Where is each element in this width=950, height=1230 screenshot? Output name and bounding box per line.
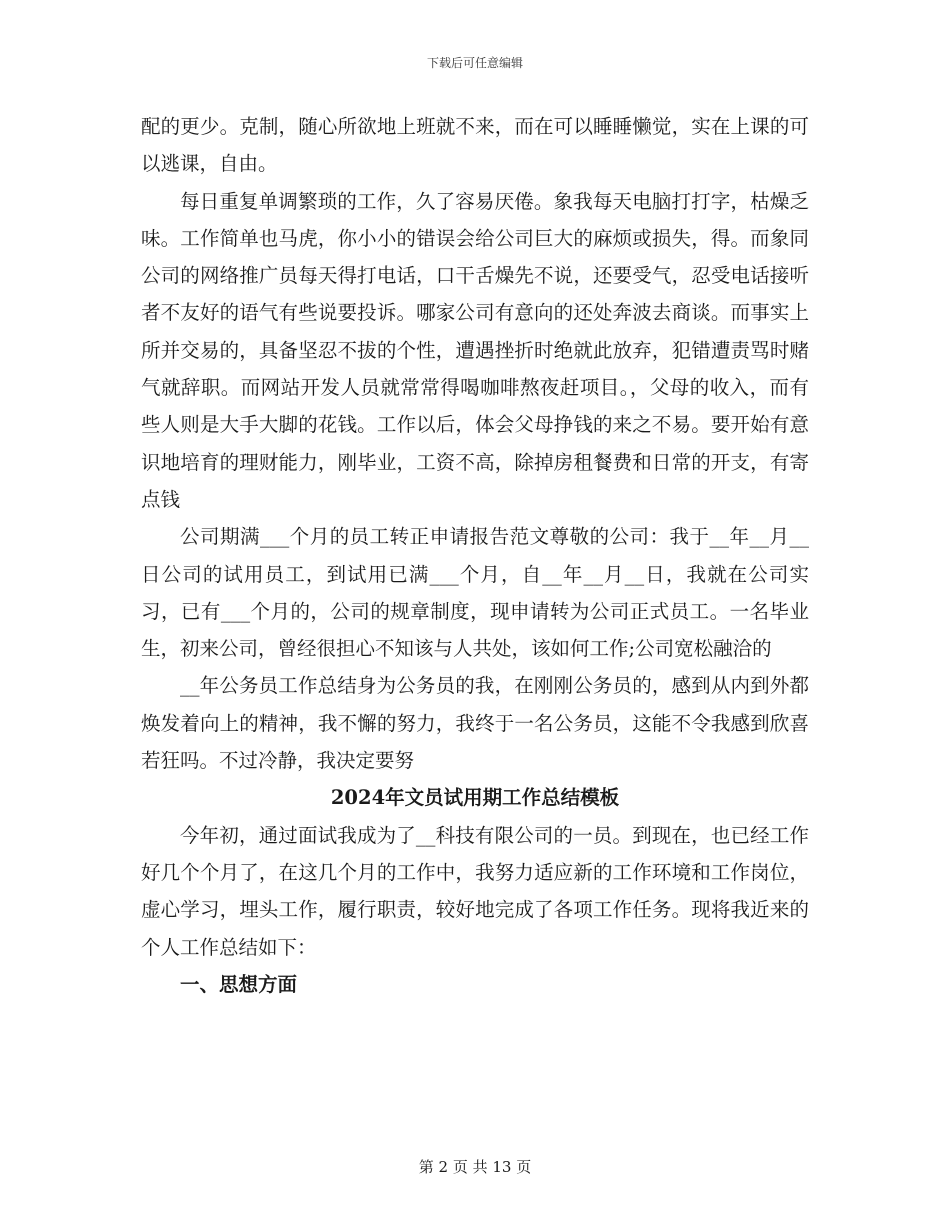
paragraph-intro: 今年初，通过面试我成为了__科技有限公司的一员。到现在，也已经工作好几个个月了，在这几个月的工作中，我努力适应新的工作环境和工作岗位，虚心学习，埋头工作，履行职责，较好地完成了各项工作任务。现将我近来的个人工作总结如下： [141,823,809,959]
page-footer: 第 2 页 共 13 页 [418,1158,532,1176]
paragraph-civil-servant-summary: __年公务员工作总结身为公务员的我，在刚刚公务员的，感到从内到外都焕发着向上的精神，我不懈的努力，我终于一名公务员，这能不令我感到欣喜若狂吗。不过冷静，我决定要努 [141,674,809,773]
paragraph-work-routine: 每日重复单调繁琐的工作，久了容易厌倦。象我每天电脑打打字，枯燥乏味。工作简单也马虎，你小小的错误会给公司巨大的麻烦或损失，得。而象同公司的网络推广员每天得打电话，口干舌燥先不说，还要受气，忍受电话接听者不友好的语气有些说要投诉。哪家公司有意向的还处奔波去商谈。而事实上所并交易的，具备坚忍不拔的个性，遭遇挫折时绝就此放弃，犯错遭责骂时赌气就辞职。而网站开发人员就常常得喝咖啡熬夜赶项目。，父母的收入，而有些人则是大手大脚的花钱。工作以后，体会父母挣钱的来之不易。要开始有意识地培育的理财能力，刚毕业，工资不高，除掉房租餐费和日常的开支，有寄点钱 [141,189,809,511]
paragraph-continued: 配的更少。克制，随心所欲地上班就不来，而在可以睡睡懒觉，实在上课的可以逃课，自由。 [141,115,809,176]
document-title: 2024年文员试用期工作总结模板 [330,786,620,810]
page-header: 下载后可任意编辑 [426,56,523,70]
section-heading: 一、思想方面 [180,972,298,996]
document-body [141,108,809,1003]
paragraph-probation-application: 公司期满___个月的员工转正申请报告范文尊敬的公司：我于__年__月__日公司的试用员工，到试用已满___个月，自__年__月__日，我就在公司实习，已有___个月的，公司的规章制度，现申请转为公司正式员工。一名毕业生，初来公司，曾经很担心不知该与人共处，该如何工作;公司宽松融洽的 [141,525,809,661]
